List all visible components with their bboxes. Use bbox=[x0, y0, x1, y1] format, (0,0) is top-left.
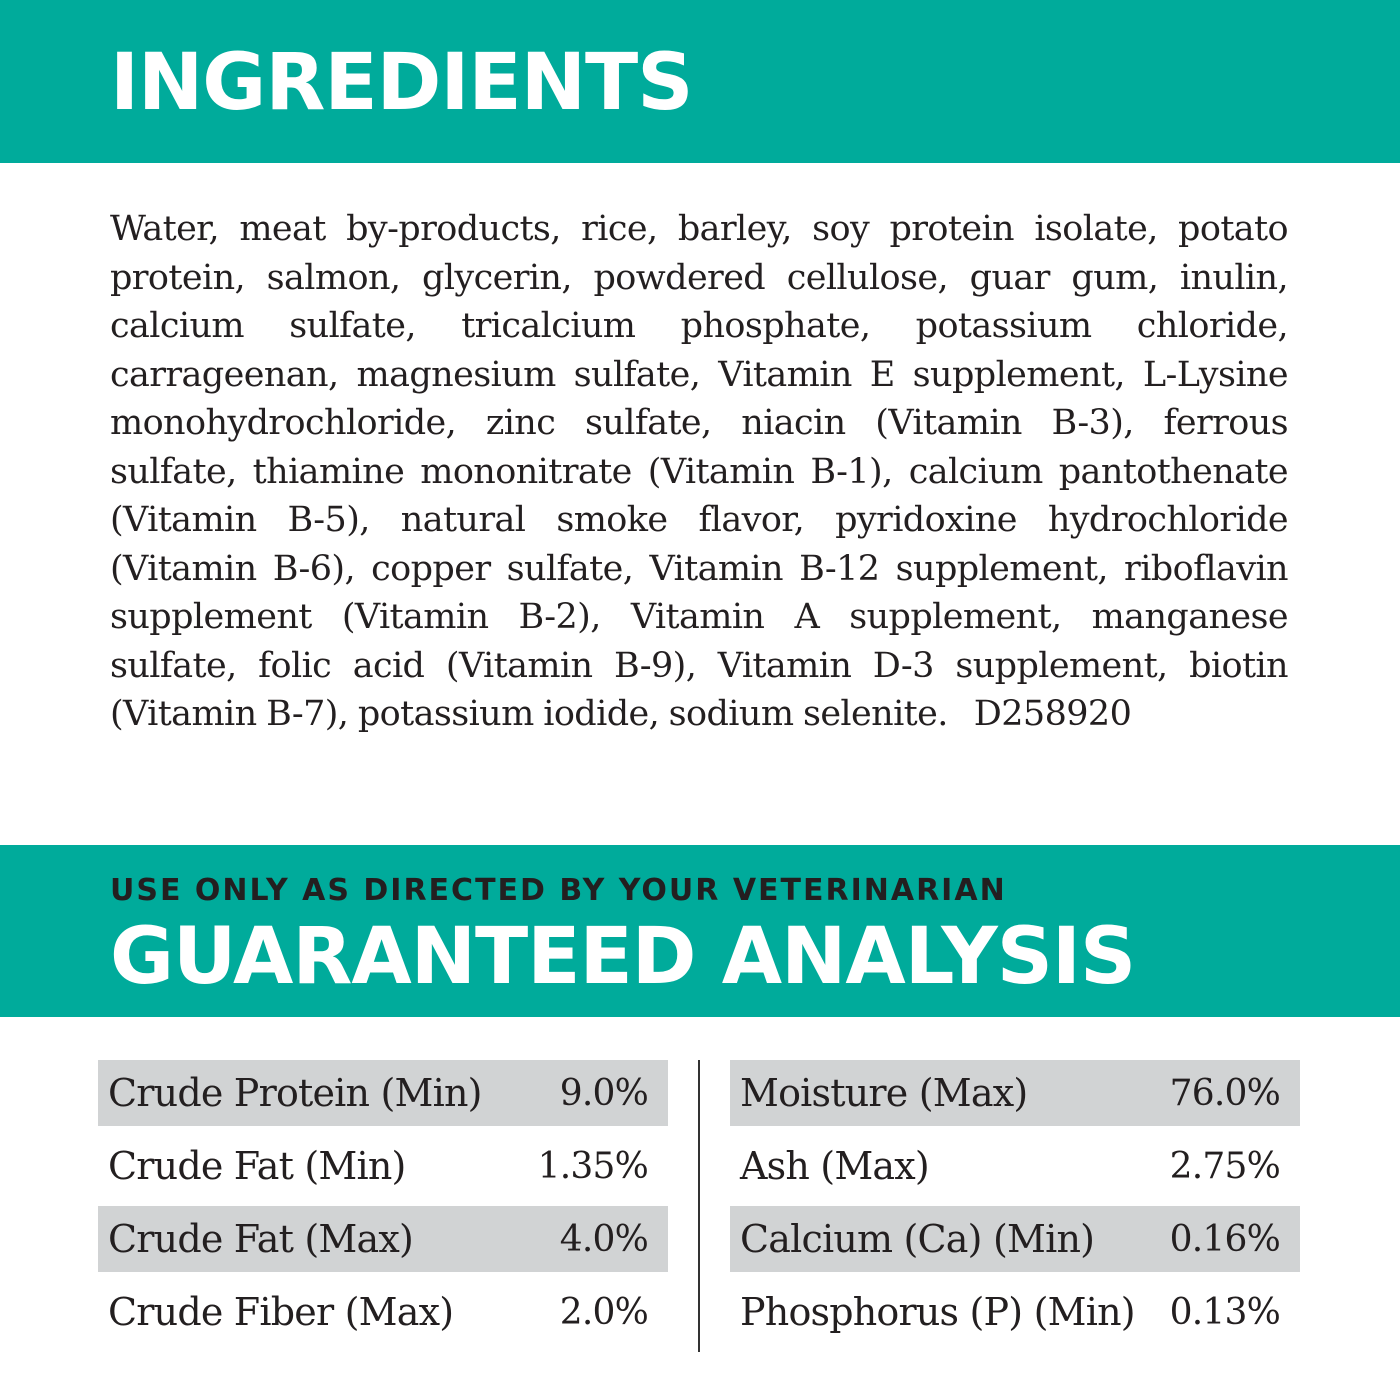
analysis-table-right bbox=[730, 1060, 1300, 1352]
analysis-row bbox=[98, 1133, 668, 1199]
column-divider bbox=[698, 1060, 700, 1352]
analysis-heading: GUARANTEED ANALYSIS bbox=[110, 912, 1136, 1002]
analysis-row bbox=[730, 1206, 1300, 1272]
nutrient-value: 4.0% bbox=[559, 1218, 648, 1260]
nutrient-value: 0.16% bbox=[1169, 1218, 1280, 1260]
nutrient-value: 9.0% bbox=[559, 1072, 648, 1114]
nutrient-value: 2.75% bbox=[1169, 1145, 1280, 1187]
analysis-table-left bbox=[98, 1060, 668, 1352]
nutrient-label: Ash (Max) bbox=[740, 1144, 929, 1188]
ingredients-heading: INGREDIENTS bbox=[110, 38, 693, 128]
analysis-row bbox=[730, 1060, 1300, 1126]
analysis-row bbox=[730, 1279, 1300, 1345]
veterinarian-notice: USE ONLY AS DIRECTED BY YOUR VETERINARIAN bbox=[110, 873, 1007, 908]
analysis-row bbox=[98, 1206, 668, 1272]
nutrient-label: Crude Fat (Max) bbox=[108, 1217, 414, 1261]
nutrient-label: Calcium (Ca) (Min) bbox=[740, 1217, 1095, 1261]
nutrient-label: Moisture (Max) bbox=[740, 1071, 1028, 1115]
nutrient-value: 1.35% bbox=[537, 1145, 648, 1187]
product-code: D258920 bbox=[973, 694, 1132, 734]
analysis-row bbox=[98, 1060, 668, 1126]
nutrient-value: 0.13% bbox=[1169, 1291, 1280, 1333]
nutrient-label: Crude Protein (Min) bbox=[108, 1071, 482, 1115]
nutrient-value: 76.0% bbox=[1169, 1072, 1280, 1114]
nutrient-label: Crude Fiber (Max) bbox=[108, 1290, 454, 1334]
analysis-row bbox=[98, 1279, 668, 1345]
nutrient-label: Phosphorus (P) (Min) bbox=[740, 1290, 1135, 1334]
ingredients-list bbox=[110, 205, 1288, 739]
nutrient-label: Crude Fat (Min) bbox=[108, 1144, 406, 1188]
analysis-row bbox=[730, 1133, 1300, 1199]
nutrient-value: 2.0% bbox=[559, 1291, 648, 1333]
ingredients-text: Water, meat by-products, rice, barley, soy protein isolate, potato protein, salmon, glycerin, powdered cellulose, guar gum, inulin, calcium sulfate, tricalcium phosphate, potassium chloride, carrageenan, magnesium sulfate, Vitamin E supplement, L-Lysine monohydrochloride, zinc sulfate, niacin (Vitamin B-3), ferrous sulfate, thiamine mononitrate (Vitamin B-1), calcium pantothenate (Vitamin B-5), natural smoke flavor, pyridoxine hydrochloride (Vitamin B-6), copper sulfate, Vitamin B-12 supplement, riboflavin supplement (Vitamin B-2), Vitamin A supplement, manganese sulfate, folic acid (Vitamin B-9), Vitamin D-3 supplement, biotin (Vitamin B-7), potassium iodide, sodium selenite. bbox=[110, 209, 1288, 734]
